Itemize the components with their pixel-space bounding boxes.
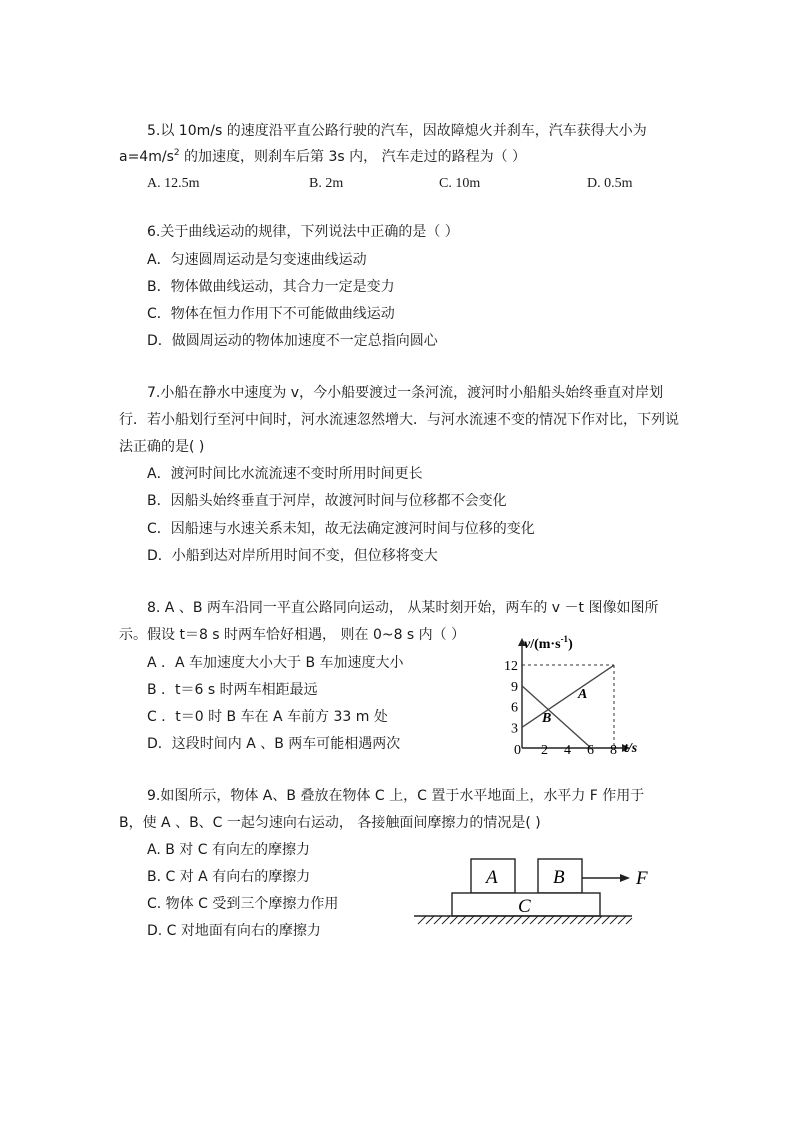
q8-stem-line-2: 示。假设 t＝8 s 时两车恰好相遇， 则在 0~8 s 内（ ） [119,627,466,643]
series-b-label: B [542,711,552,726]
force-arrow-icon [620,874,630,882]
q7-option-d: D．小船到达对岸所用时间不变，但位移将变大 [147,548,438,564]
q8-option-c: C ．t＝0 时 B 车在 A 车前方 33 m 处 [147,709,388,725]
y-tick-label: 12 [504,659,518,675]
q9-option-b: B. C 对 A 有向右的摩擦力 [147,869,311,885]
y-tick-label: 9 [511,679,518,695]
force-label: F [636,868,648,889]
q8-option-d: D．这段时间内 A 、B 两车可能相遇两次 [147,736,401,752]
x-tick-label: 4 [564,743,571,758]
x-axis-label: t/s [624,741,638,756]
q7-option-c: C．因船速与水速关系未知，故无法确定渡河时间与位移的变化 [147,521,535,537]
series-a-label: A [578,687,588,702]
blocks-figure [410,850,660,930]
x-tick-label: 2 [541,743,548,758]
q7-stem-line-3: 法正确的是( ) [119,439,205,455]
q6-option-b: B．物体做曲线运动，其合力一定是变力 [147,279,395,295]
y-axis-label: $v/(m\cdot s^{-1})$ [524,634,573,652]
q5-option-c: C. 10m [439,176,481,191]
q6-option-a: A．匀速圆周运动是匀变速曲线运动 [147,252,367,268]
block-a-label: A [486,867,498,888]
q9-option-d: D. C 对地面有向右的摩擦力 [147,923,321,939]
block-b-label: B [553,867,565,888]
q5-stem-line-1: 5.以 10m/s 的速度沿平直公路行驶的汽车，因故障熄火并刹车，汽车获得大小为 [147,123,647,139]
q9-stem-line-1: 9.如图所示，物体 A、B 叠放在物体 C 上，C 置于水平地面上，水平力 F 作用于 [147,788,645,804]
block-c-label: C [518,896,531,917]
q7-option-b: B．因船头始终垂直于河岸，故渡河时间与位移都不会变化 [147,493,507,509]
x-tick-label: 8 [610,743,617,758]
q6-stem: 6.关于曲线运动的规律，下列说法中正确的是（ ） [147,224,459,240]
q9-option-a: A. B 对 C 有向左的摩擦力 [147,842,310,858]
q9-stem-line-2: B，使 A 、B、C 一起匀速向右运动， 各接触面间摩擦力的情况是( ) [119,815,541,831]
q8-stem-line-1: 8. A 、B 两车沿同一平直公路同向运动， 从某时刻开始，两车的 v －t 图像如图所 [147,600,659,616]
q5-option-b: B. 2m [309,176,344,191]
q7-stem-line-2: 行．若小船划行至河中间时，河水流速忽然增大．与河水流速不变的情况下作对比，下列说 [119,412,679,428]
q6-option-c: C．物体在恒力作用下不可能做曲线运动 [147,306,395,322]
q7-stem-line-1: 7.小船在静水中速度为 v，今小船要渡过一条河流，渡河时小船船头始终垂直对岸划 [147,385,664,401]
q7-option-a: A．渡河时间比水流流速不变时所用时间更长 [147,466,423,482]
q5-accel-value: a=4m/s [119,149,174,165]
y-tick-label: 6 [511,700,518,716]
vt-graph [496,630,656,760]
q5-option-d: D. 0.5m [587,176,633,191]
q8-option-b: B ．t＝6 s 时两车相距最远 [147,682,318,698]
y-tick-label: 3 [511,721,518,737]
x-tick-label: 6 [587,743,594,758]
q5-accel-exponent: 2 [173,148,180,158]
q5-stem-rest: 的加速度，则刹车后第 3s 内， 汽车走过的路程为（ ） [179,149,527,165]
ground-hatching [418,916,632,924]
series-a-line [522,665,614,727]
q5-stem-line-2 [119,147,526,167]
q5-option-a: A. 12.5m [147,176,200,191]
q9-option-c: C. 物体 C 受到三个摩擦力作用 [147,896,339,912]
x-tick-label: 0 [514,743,521,758]
q8-option-a: A ．A 车加速度大小大于 B 车加速度大小 [147,655,404,671]
q6-option-d: D．做圆周运动的物体加速度不一定总指向圆心 [147,333,438,349]
